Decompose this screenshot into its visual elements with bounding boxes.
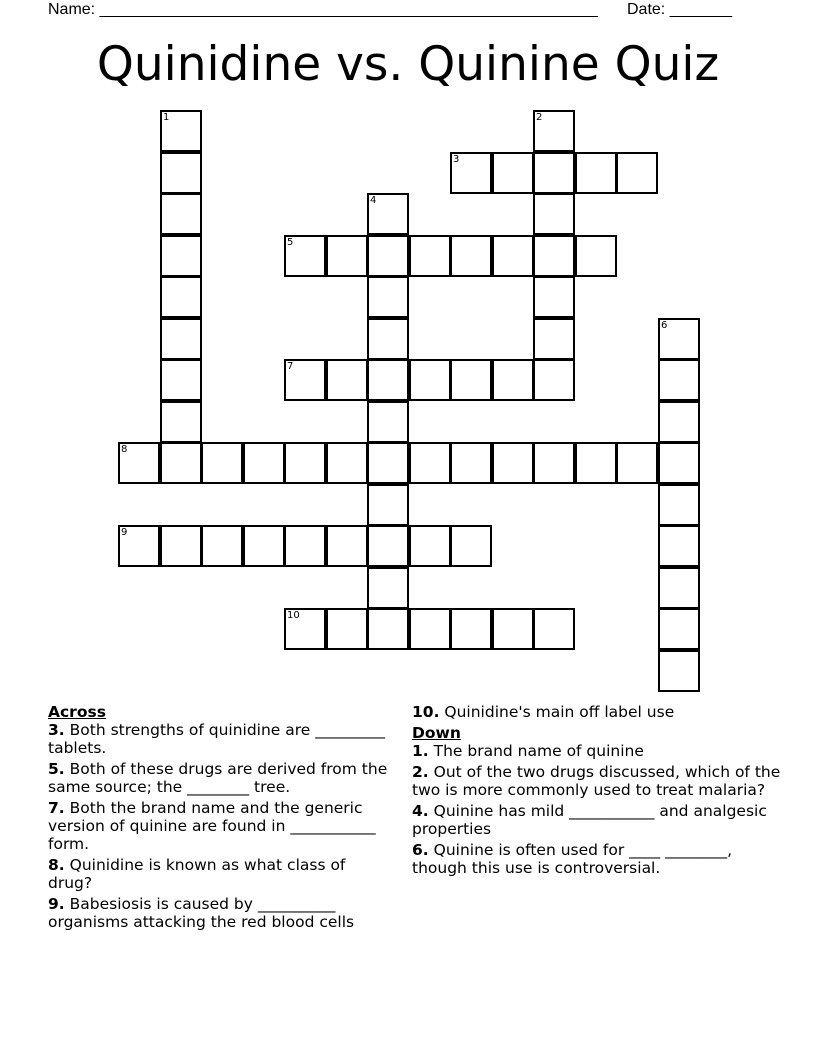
grid-cell[interactable] [658, 318, 700, 360]
grid-cell[interactable] [367, 359, 409, 401]
grid-cell[interactable] [533, 152, 575, 194]
grid-cell[interactable] [492, 608, 534, 650]
grid-cell[interactable] [367, 235, 409, 277]
date-field[interactable]: Date: _______ [627, 1, 732, 18]
grid-cell[interactable] [492, 235, 534, 277]
grid-cell[interactable] [160, 110, 202, 152]
grid-cell[interactable] [409, 525, 451, 567]
grid-cell[interactable] [658, 401, 700, 443]
down-clue-2: 2. Out of the two drugs discussed, which of the two is more commonly used to treat malaria? [412, 763, 781, 799]
grid-cell[interactable] [658, 567, 700, 609]
grid-cell[interactable] [658, 442, 700, 484]
grid-cell[interactable] [367, 567, 409, 609]
cell-clue-number: 1 [163, 112, 170, 123]
grid-cell[interactable] [243, 442, 285, 484]
grid-cell[interactable] [575, 152, 617, 194]
grid-cell[interactable] [409, 359, 451, 401]
grid-cell[interactable] [367, 276, 409, 318]
grid-cell[interactable] [450, 359, 492, 401]
grid-cell[interactable] [284, 525, 326, 567]
across-clue-5: 5. Both of these drugs are derived from the same source; the ________ tree. [48, 760, 388, 796]
grid-cell[interactable] [160, 235, 202, 277]
grid-cell[interactable] [533, 442, 575, 484]
grid-cell[interactable] [616, 442, 658, 484]
cell-clue-number: 9 [121, 527, 128, 538]
grid-cell[interactable] [201, 525, 243, 567]
grid-cell[interactable] [575, 235, 617, 277]
grid-cell[interactable] [658, 525, 700, 567]
grid-cell[interactable] [326, 235, 368, 277]
across-clue-10: 10. Quinidine's main off label use [412, 703, 675, 721]
name-field[interactable]: Name: ________________________________________________________ [48, 1, 598, 18]
grid-cell[interactable] [284, 442, 326, 484]
grid-cell[interactable] [284, 235, 326, 277]
grid-cell[interactable] [118, 525, 160, 567]
grid-cell[interactable] [492, 359, 534, 401]
grid-cell[interactable] [367, 401, 409, 443]
grid-cell[interactable] [160, 359, 202, 401]
grid-cell[interactable] [450, 525, 492, 567]
grid-cell[interactable] [575, 442, 617, 484]
grid-cell[interactable] [658, 608, 700, 650]
grid-cell[interactable] [533, 110, 575, 152]
grid-cell[interactable] [326, 525, 368, 567]
grid-cell[interactable] [243, 525, 285, 567]
grid-cell[interactable] [533, 193, 575, 235]
grid-cell[interactable] [160, 318, 202, 360]
cell-clue-number: 10 [287, 610, 300, 621]
grid-cell[interactable] [367, 484, 409, 526]
grid-cell[interactable] [409, 442, 451, 484]
grid-cell[interactable] [450, 608, 492, 650]
grid-cell[interactable] [367, 442, 409, 484]
grid-cell[interactable] [533, 318, 575, 360]
grid-cell[interactable] [367, 525, 409, 567]
grid-cell[interactable] [118, 442, 160, 484]
grid-cell[interactable] [658, 359, 700, 401]
across-clue-7: 7. Both the brand name and the generic version of quinine are found in ___________ form. [48, 799, 376, 853]
page-title: Quinidine vs. Quinine Quiz [96, 37, 720, 92]
grid-cell[interactable] [533, 359, 575, 401]
grid-cell[interactable] [367, 318, 409, 360]
cell-clue-number: 4 [370, 195, 377, 206]
grid-cell[interactable] [284, 359, 326, 401]
grid-cell[interactable] [326, 442, 368, 484]
grid-cell[interactable] [326, 608, 368, 650]
grid-cell[interactable] [284, 608, 326, 650]
grid-cell[interactable] [326, 359, 368, 401]
grid-cell[interactable] [533, 235, 575, 277]
across-heading: Across [48, 703, 106, 721]
grid-cell[interactable] [492, 442, 534, 484]
down-heading: Down [412, 724, 461, 742]
down-clue-1: 1. The brand name of quinine [412, 742, 644, 760]
grid-cell[interactable] [658, 484, 700, 526]
grid-cell[interactable] [533, 276, 575, 318]
grid-cell[interactable] [450, 442, 492, 484]
grid-cell[interactable] [160, 152, 202, 194]
grid-cell[interactable] [616, 152, 658, 194]
grid-cell[interactable] [533, 608, 575, 650]
grid-cell[interactable] [201, 442, 243, 484]
grid-cell[interactable] [492, 152, 534, 194]
down-clue-6: 6. Quinine is often used for ____ ________, though this use is controversial. [412, 841, 733, 877]
grid-cell[interactable] [160, 193, 202, 235]
grid-cell[interactable] [160, 442, 202, 484]
grid-cell[interactable] [160, 276, 202, 318]
across-clue-8: 8. Quinidine is known as what class of drug? [48, 856, 346, 892]
grid-cell[interactable] [409, 608, 451, 650]
grid-cell[interactable] [367, 608, 409, 650]
grid-cell[interactable] [658, 650, 700, 692]
cell-clue-number: 2 [536, 112, 543, 123]
clues-column-left [48, 703, 393, 934]
cell-clue-number: 5 [287, 237, 294, 248]
grid-cell[interactable] [160, 525, 202, 567]
across-clue-3: 3. Both strengths of quinidine are _________ tablets. [48, 721, 385, 757]
cell-clue-number: 8 [121, 444, 128, 455]
grid-cell[interactable] [409, 235, 451, 277]
down-clue-4: 4. Quinine has mild ___________ and analgesic properties [412, 802, 767, 838]
across-clue-9: 9. Babesiosis is caused by __________ organisms attacking the red blood cells [48, 895, 355, 931]
cell-clue-number: 7 [287, 361, 294, 372]
grid-cell[interactable] [160, 401, 202, 443]
cell-clue-number: 3 [453, 154, 460, 165]
cell-clue-number: 6 [661, 320, 668, 331]
grid-cell[interactable] [367, 193, 409, 235]
grid-cell[interactable] [450, 152, 492, 194]
clues-column-right [412, 703, 782, 880]
grid-cell[interactable] [450, 235, 492, 277]
